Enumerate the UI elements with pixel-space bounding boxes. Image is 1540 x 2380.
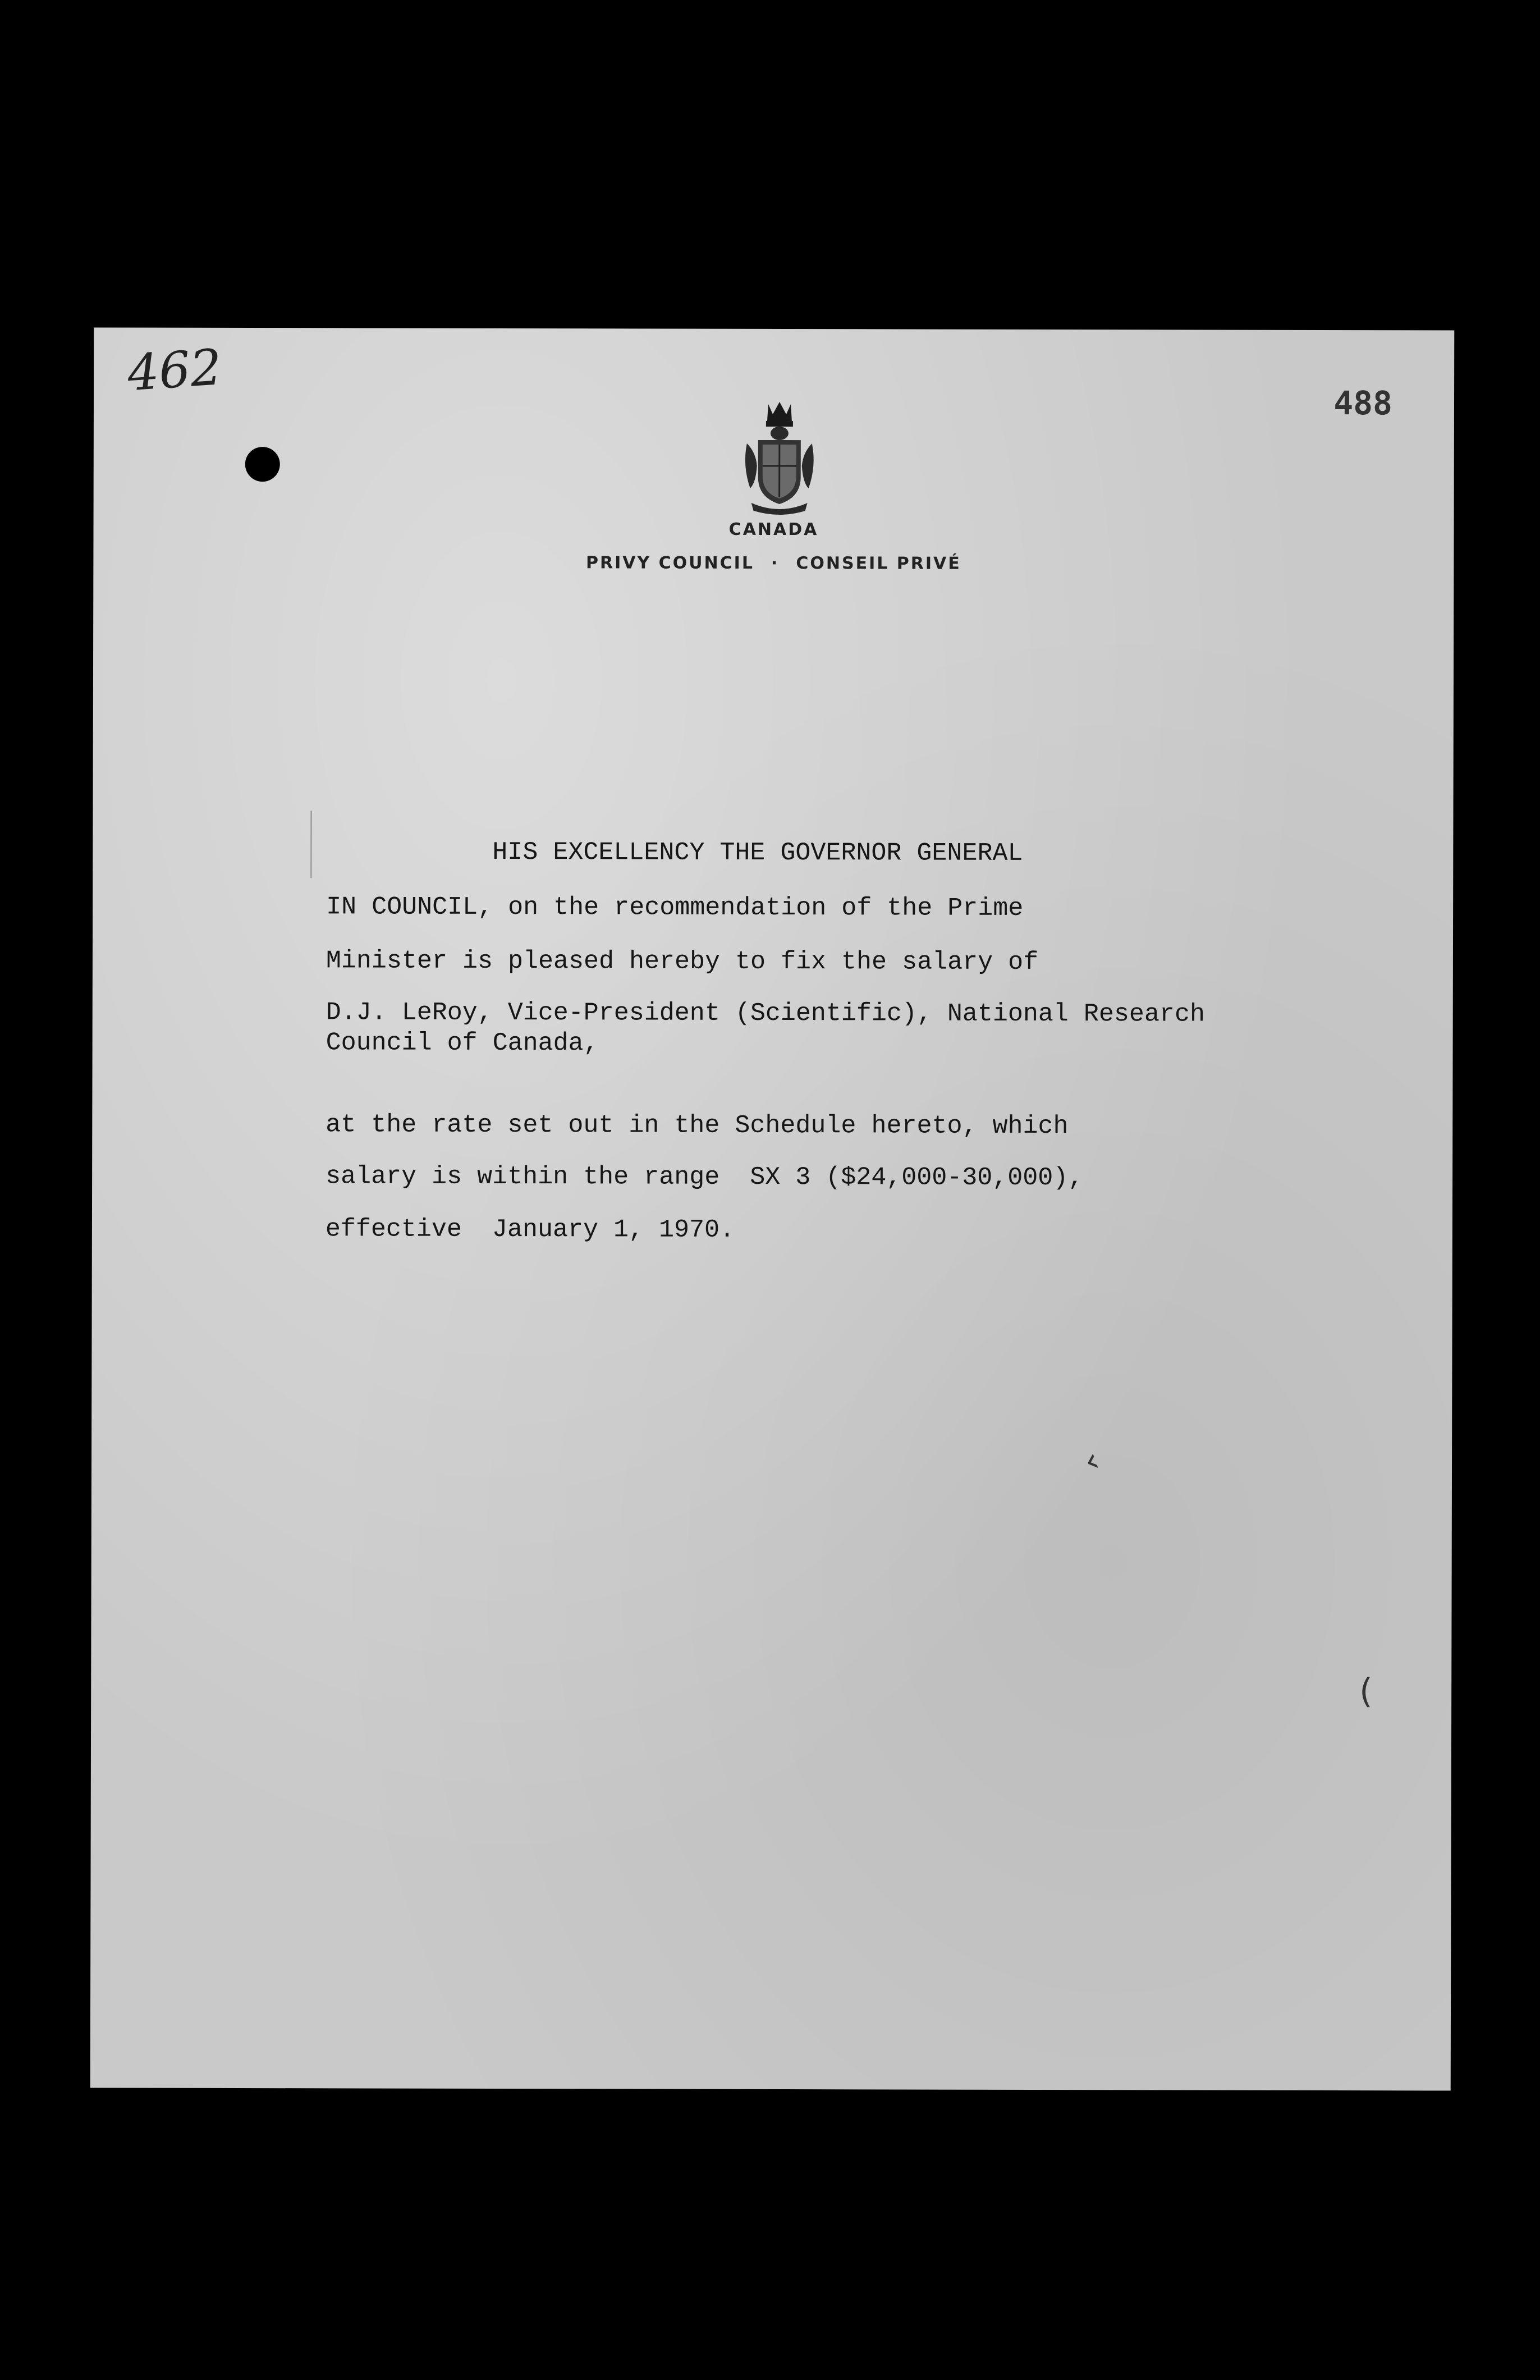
stamped-page-number: 488 [1333,384,1393,423]
handwritten-page-number: 462 [125,338,224,402]
margin-mark [310,811,311,878]
letterhead-country: CANADA [728,519,819,540]
body-line-2: IN COUNCIL, on the recommendation of the Prime [326,893,1024,923]
body-line-5: Council of Canada, [326,1028,599,1058]
council-name-french: CONSEIL PRIVÉ [796,553,961,574]
body-line-3: Minister is pleased hereby to fix the salary of [326,946,1039,977]
letterhead-separator: · [771,553,780,574]
bracket-mark: ( [1359,1672,1373,1711]
body-line-4: D.J. LeRoy, Vice-President (Scientific), National Research [326,998,1206,1029]
coat-of-arms-icon [740,399,819,516]
body-line-1: HIS EXCELLENCY THE GOVERNOR GENERAL [492,837,1023,868]
document-page [90,327,1455,2090]
letterhead-council [93,552,1454,574]
check-mark: ‹ [1078,1440,1105,1482]
body-line-8: effective January 1, 1970. [325,1215,735,1244]
council-name-english: PRIVY COUNCIL [585,553,754,573]
body-line-7: salary is within the range SX 3 ($24,000-30,000), [326,1162,1084,1193]
punch-hole [245,447,280,482]
body-line-6: at the rate set out in the Schedule hereto, which [326,1110,1069,1141]
